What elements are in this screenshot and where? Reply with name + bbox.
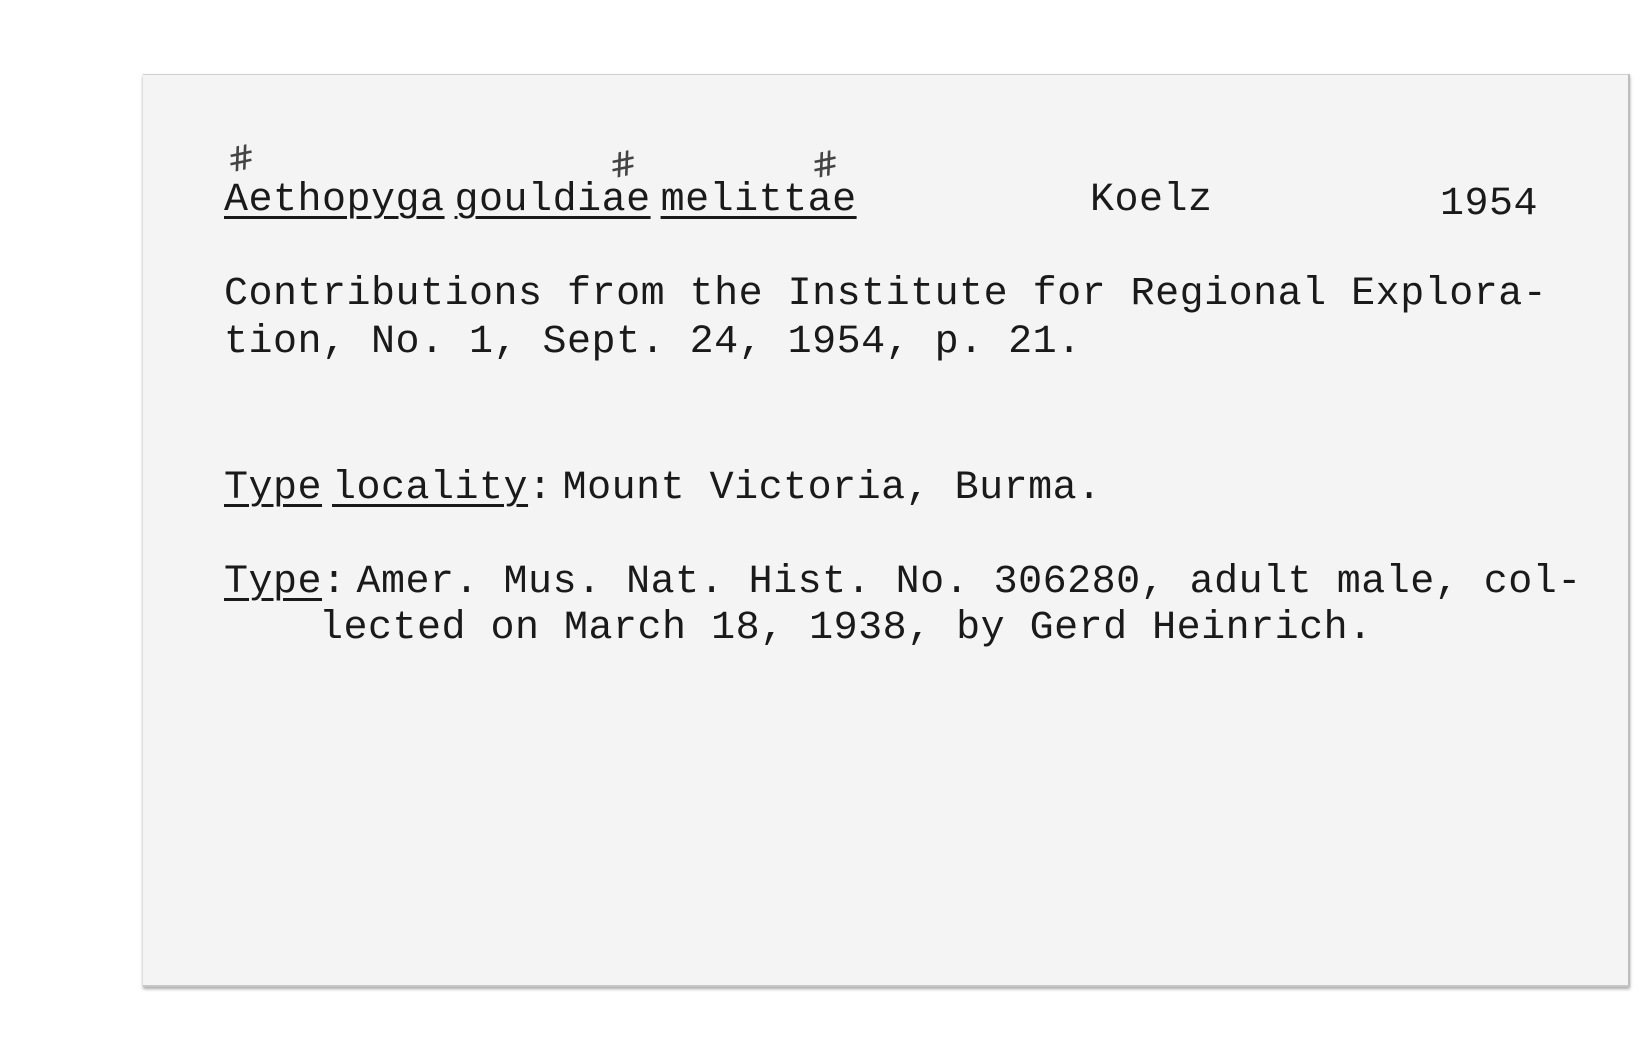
taxon-name-line bbox=[224, 178, 857, 223]
type-specimen-line-2: lected on March 18, 1938, by Gerd Heinrich. bbox=[319, 606, 1373, 651]
species-name: gouldiae bbox=[454, 178, 651, 223]
type-locality-separator: : bbox=[528, 466, 553, 511]
type-specimen-line-1 bbox=[224, 560, 1582, 605]
genus-annotation-mark: # bbox=[223, 136, 260, 182]
author-name: Koelz bbox=[1090, 178, 1213, 223]
citation-line-1: Contributions from the Institute for Regional Explora- bbox=[224, 272, 1548, 317]
type-locality-value: Mount Victoria, Burma. bbox=[562, 466, 1102, 511]
index-card bbox=[143, 74, 1630, 987]
subspecies-annotation-mark: # bbox=[807, 142, 844, 188]
type-locality-label-word1: Type bbox=[224, 466, 323, 511]
type-locality-label-word2: locality bbox=[332, 466, 529, 511]
subspecies-name: melittae bbox=[660, 178, 857, 223]
publication-year: 1954 bbox=[1440, 182, 1539, 227]
type-label: Type bbox=[224, 560, 323, 605]
type-separator: : bbox=[322, 560, 347, 605]
genus-name: Aethopyga bbox=[224, 178, 445, 223]
type-specimen-text-1: Amer. Mus. Nat. Hist. No. 306280, adult male, col- bbox=[356, 560, 1582, 605]
type-locality-line bbox=[224, 466, 1102, 511]
species-annotation-mark: # bbox=[605, 142, 642, 188]
citation-line-2: tion, No. 1, Sept. 24, 1954, p. 21. bbox=[224, 320, 1082, 365]
